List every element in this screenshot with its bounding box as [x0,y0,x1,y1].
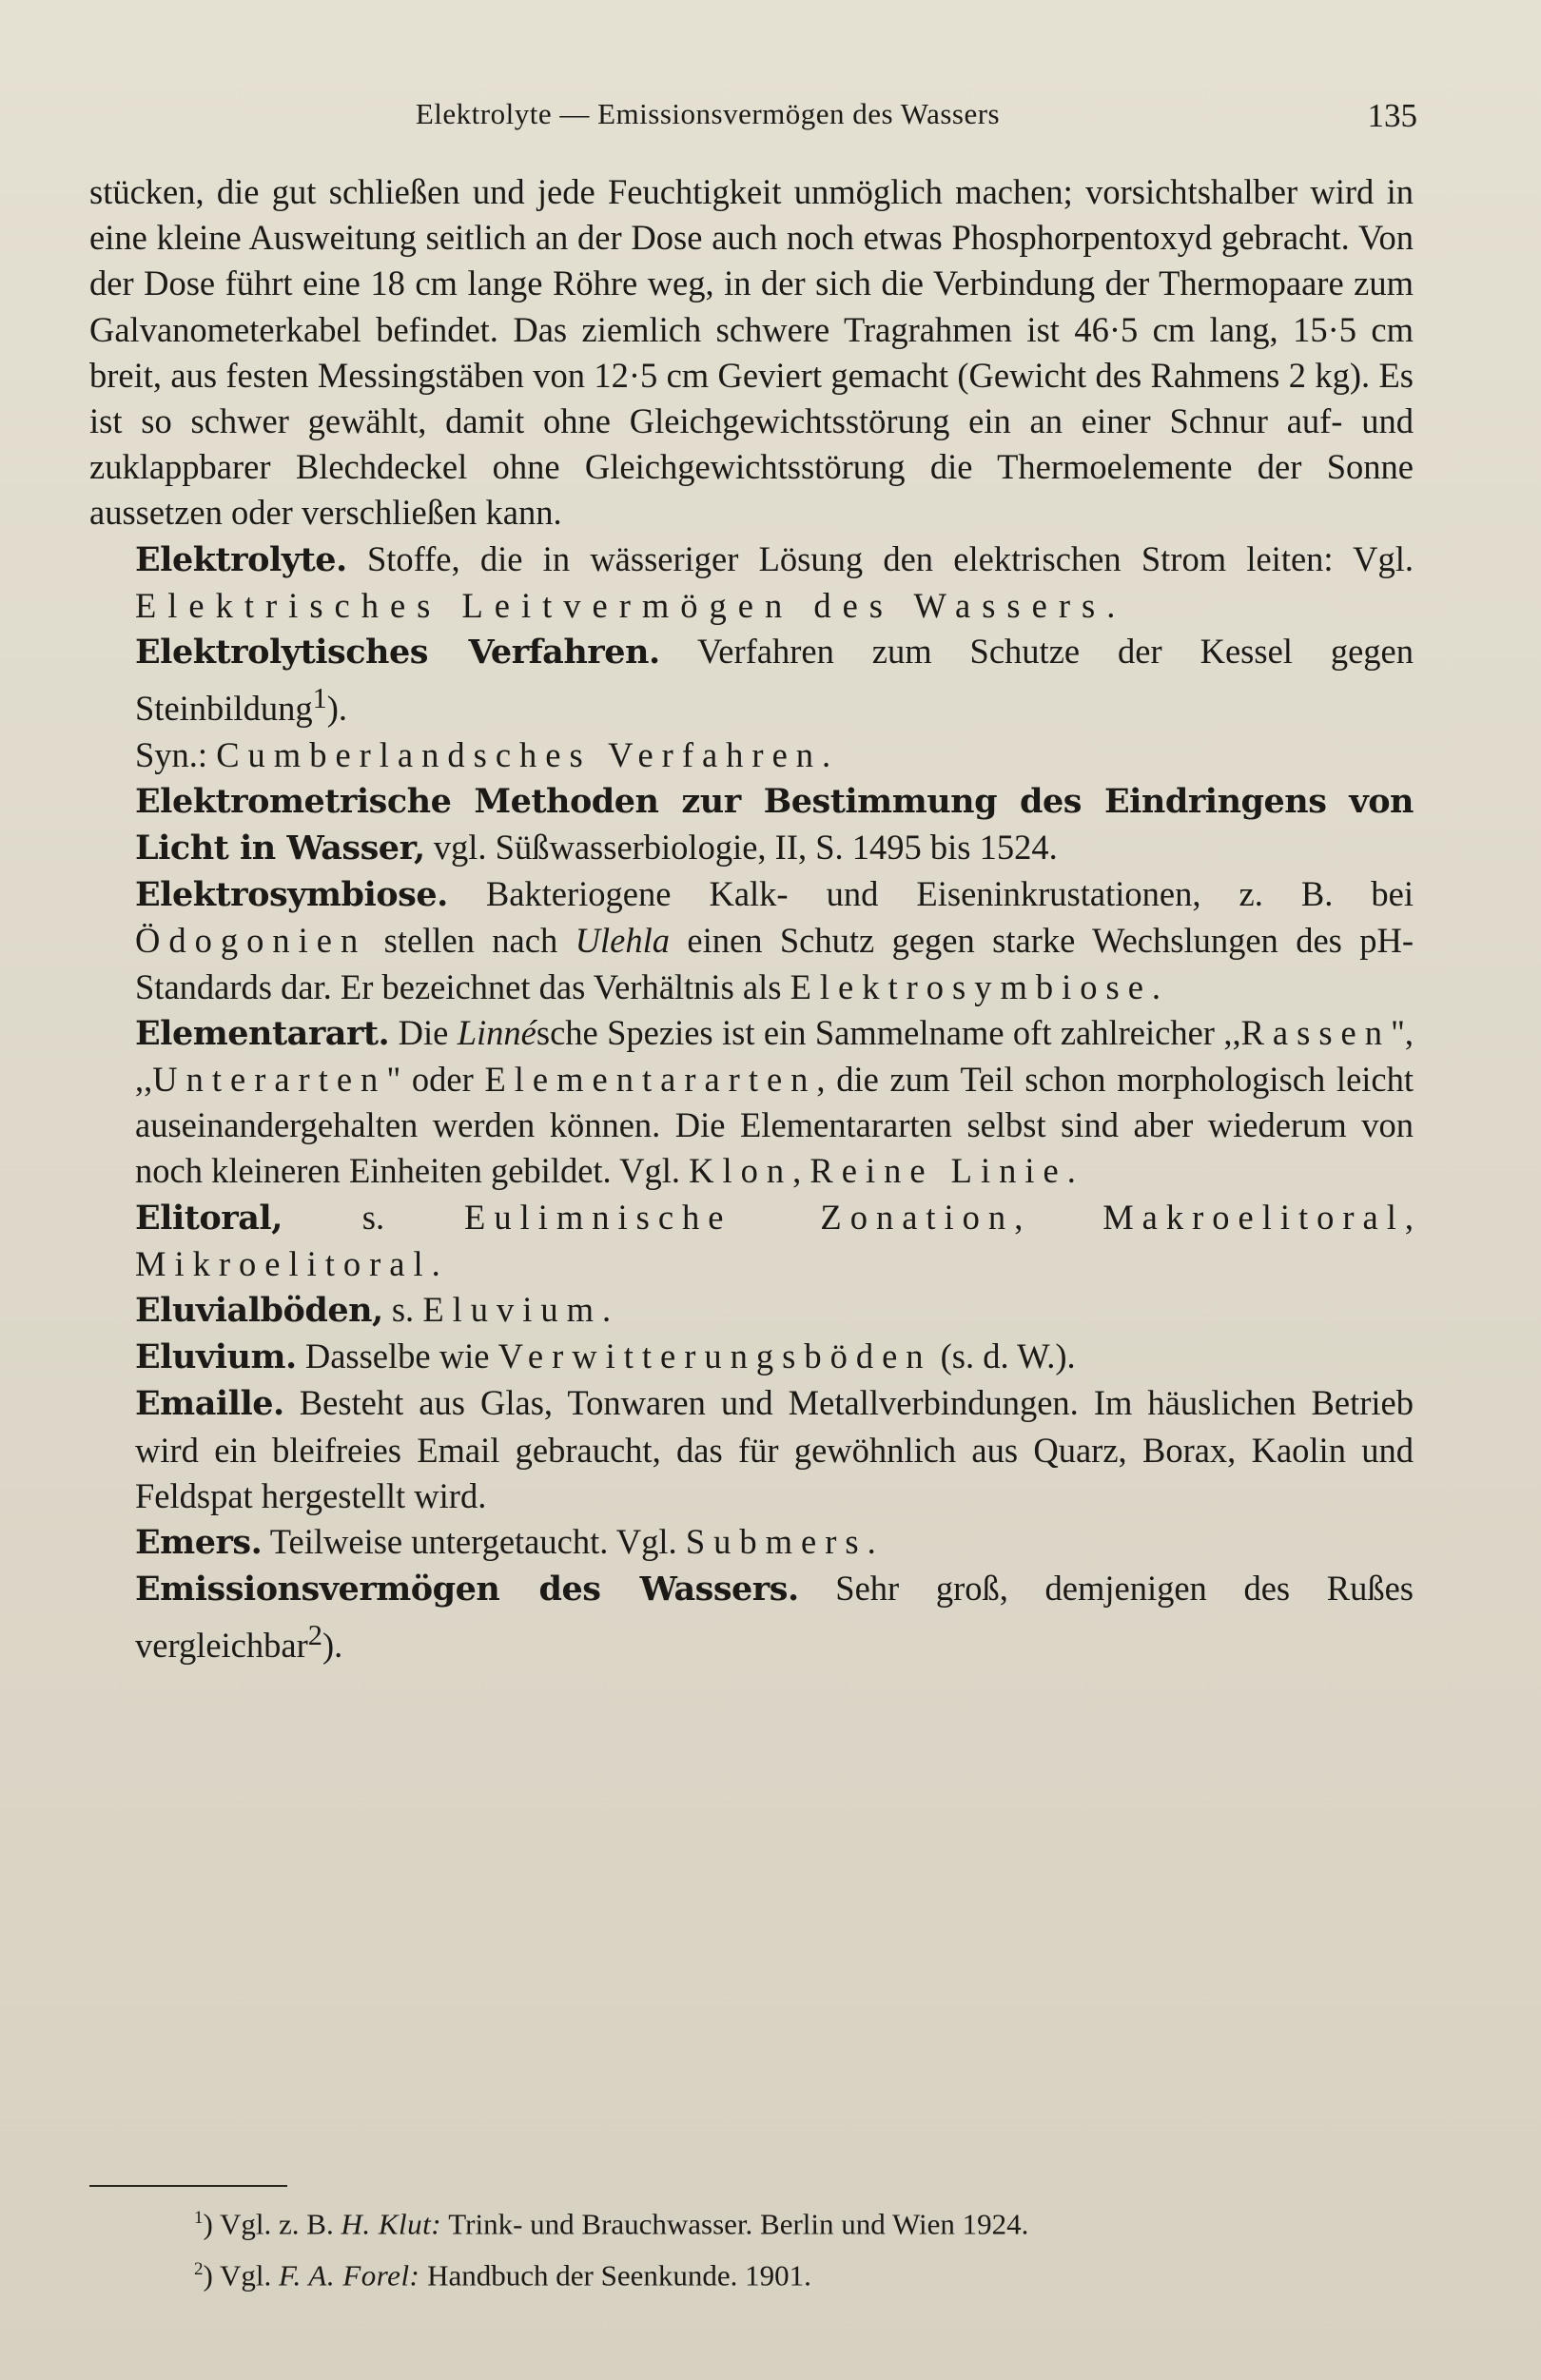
footnote-text: ) Vgl. z. B. [203,2207,334,2241]
entry-text: . [1066,1151,1076,1191]
entry-text: (s. d. W.). [940,1336,1076,1376]
page-header [131,88,1417,135]
footnote-number: 2 [194,2259,204,2280]
entry-headword: Elektrosymbiose. [135,875,448,915]
entry-text: , [1404,1197,1414,1237]
spaced-reference: Elektrisches Leitvermögen des Wassers [135,585,1107,625]
footnote-author: F. A. Forel: [279,2258,420,2292]
main-text [89,169,1414,1669]
entry-headword: Eluvialböden, [135,1291,383,1331]
entry-text: s. [391,1290,415,1330]
entry-text: . [867,1522,876,1562]
entry-text: . [822,734,831,774]
footnote [194,2247,1421,2298]
entry-text: ", ,, [135,1012,1414,1100]
entry-headword: Elektrolyte. [135,539,347,579]
entry-headword: Emers. [135,1523,263,1563]
footnote-author: H. Klut: [341,2207,442,2241]
entry-elektrolytisches-verfahren [89,629,1414,732]
spaced-reference: Unterarten [152,1060,387,1100]
entry-text: ). [326,689,348,729]
entry-elektrolyte [89,536,1414,629]
entry-text: , die zum Teil schon morphologisch leicht auseinandergehalten werden können. Die Elementararten selbst sind aber wiederum von noch kleineren Einheiten gebildet. Vgl. [135,1060,1414,1191]
entry-text: einen Schutz gegen starke Wechslungen des pH-Standards dar. Er bezeichnet das Verhältnis als [135,921,1414,1006]
entry-headword: Elektrometrische Methoden zur Bestimmung des Eindringens von Licht in Wasser, [135,781,1414,868]
footnote [194,2195,1421,2247]
spaced-reference: Mikroelitoral [135,1243,432,1283]
synonym-label: Syn.: [135,734,208,774]
entry-text: Verfahren zum Schutze der Kessel gegen Steinbildung [135,632,1414,729]
entry-eluvialboeden [89,1287,1414,1334]
entry-headword: Elektrolytisches Verfahren. [135,633,660,673]
entry-text: . [431,1243,440,1283]
entry-elitoral [89,1195,1414,1287]
footnote-text: ) Vgl. [203,2258,272,2292]
spaced-reference: Elementararten [484,1060,817,1100]
footnote-text: Handbuch der Seenkunde. 1901. [427,2258,811,2292]
entry-text: sche Spezies ist ein Sammelname oft zahlreicher ,, [536,1012,1241,1052]
entry-text: , [1014,1197,1024,1237]
spaced-reference: Verwitterungsböden [497,1336,932,1376]
entry-text: . [602,1290,612,1330]
entry-text: Besteht aus Glas, Tonwaren und Metallverbindungen. Im häuslichen Betrieb wird ein bleifreies Email gebraucht, das für gewöhnlich aus Quarz, Borax, Kaolin und Feldspat hergestellt wird. [135,1383,1414,1515]
spaced-reference: Elektrosymbiose [790,966,1152,1006]
entry-headword: Elementarart. [135,1013,390,1053]
entry-text: " oder [386,1060,474,1100]
entry-text: vgl. Süßwasserbiologie, II, S. 1495 bis 1524. [433,828,1058,867]
entry-eluvium [89,1334,1414,1380]
running-head: Elektrolyte — Emissionsvermögen des Wassers [415,97,1001,130]
entry-text: Bakteriogene Kalk- und Eiseninkrustationen, z. B. bei [485,874,1414,914]
entry-emissionsvermoegen [89,1566,1414,1669]
footnotes [194,2195,1421,2299]
spaced-reference: Reine Linie [810,1151,1067,1191]
footnote-ref: 2 [307,1619,322,1652]
entry-emaille [89,1380,1414,1519]
spaced-reference: Makroelitoral [1102,1197,1405,1237]
spaced-reference: Eluvium [422,1290,603,1330]
entry-text: Dasselbe wie [304,1336,490,1376]
entry-text: , [792,1151,802,1191]
entry-text: Teilweise untergetaucht. Vgl. [269,1522,677,1562]
entry-headword: Emaille. [135,1384,284,1424]
footnote-divider [89,2185,287,2187]
spaced-reference: Klon [689,1151,793,1191]
entry-elektrosymbiose [89,871,1414,1010]
page-number: 135 [1367,97,1417,134]
spaced-reference: Submers [685,1522,868,1562]
spaced-reference: Eulimnische Zonation [464,1197,1015,1237]
entry-elektrometrische-methoden [89,778,1414,871]
footnote-ref: 1 [312,682,327,715]
footnote-number: 1 [194,2208,204,2228]
entry-text: . [1151,966,1161,1006]
footnote-text: Trink- und Brauchwasser. Berlin und Wien 1924. [448,2207,1029,2241]
synonym-line [89,732,1414,778]
entry-text: s. [361,1197,385,1237]
entry-emers [89,1519,1414,1566]
entry-text: ). [322,1626,343,1666]
entry-text: stellen nach [383,921,558,961]
spaced-reference: Rassen [1240,1012,1391,1052]
spaced-reference: Cumberlandsches Verfahren [216,734,823,774]
author-name: Ulehla [575,921,670,961]
entry-text: Die [398,1012,449,1052]
entry-elementarart [89,1010,1414,1195]
author-name: Linné [457,1012,536,1052]
entry-headword: Eluvium. [135,1337,297,1377]
entry-headword: Elitoral, [135,1198,283,1238]
entry-text: Stoffe, die in wässeriger Lösung den elektrischen Strom leiten: Vgl. [366,538,1414,578]
continued-paragraph: stücken, die gut schließen und jede Feuchtigkeit unmöglich machen; vorsichtshalber wird in eine kleine Ausweitung seitlich an der Dose auch noch etwas Phosphorpentoxyd gebracht. Von der Dose führt eine 18 cm lange Röhre weg, in der sich die Verbindung der Thermopaare zum Galvanometerkabel befindet. Das ziemlich schwere Tragrahmen ist 46·5 cm lang, 15·5 cm breit, aus festen Messingstäben von 12·5 cm Geviert gemacht (Gewicht des Rahmens 2 kg). Es ist so schwer gewählt, damit ohne Gleichgewichtsstörung ein an einer Schnur auf- und zuklappbarer Blechdeckel ohne Gleichgewichtsstörung die Thermoelemente der Sonne aussetzen oder verschließen kann. [89,172,1414,533]
spaced-reference: Ödogonien [135,921,367,961]
entry-headword: Emissionsvermögen des Wassers. [135,1570,799,1609]
entry-text: . [1106,585,1116,625]
entry-text: Sehr groß, demjenigen des Rußes vergleichbar [135,1569,1414,1666]
